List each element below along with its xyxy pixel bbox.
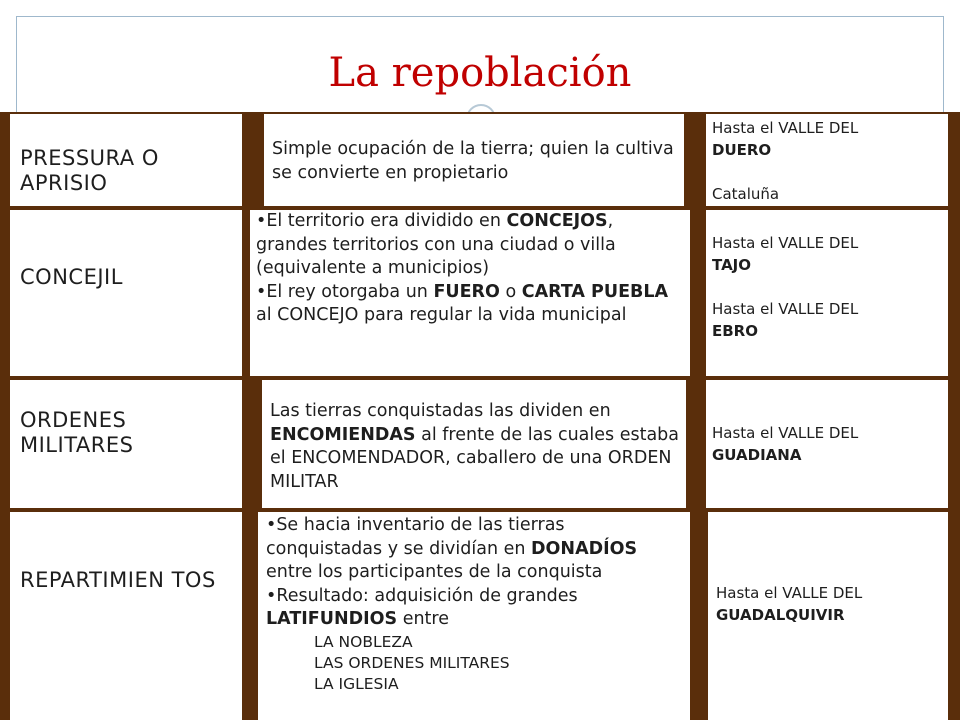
desc-part: •El territorio era dividido en xyxy=(256,211,507,231)
region-prefix: Hasta el VALLE DEL xyxy=(712,424,859,442)
row-concejil-desc xyxy=(250,210,690,376)
desc-part: •Se hacia inventario de las tierras conquistadas y se dividían en xyxy=(266,515,565,559)
list-item: LAS ORDENES MILITARES xyxy=(314,653,510,672)
desc-bold: CONCEJOS xyxy=(506,211,608,231)
region-prefix: Hasta el VALLE DEL xyxy=(712,234,859,252)
region-prefix: Hasta el VALLE DEL xyxy=(712,300,859,318)
row-concejil-region xyxy=(706,210,948,376)
desc-part: entre xyxy=(397,609,449,629)
region-line xyxy=(712,117,944,161)
region-prefix: Hasta el VALLE DEL xyxy=(716,584,863,602)
repoblacion-table xyxy=(0,112,960,720)
desc-part: Las tierras conquistadas las dividen en xyxy=(270,401,611,421)
desc-part: •Resultado: adquisición de grandes xyxy=(266,585,578,606)
desc-bold: LATIFUNDIOS xyxy=(266,609,398,629)
spacer xyxy=(712,161,944,183)
row-ordenes-name xyxy=(10,380,242,508)
region-secondary: Cataluña xyxy=(712,185,780,203)
region-line xyxy=(712,298,944,342)
region-bold: EBRO xyxy=(712,322,758,340)
desc-bullet-1 xyxy=(256,210,686,281)
row-pressura-desc xyxy=(264,114,684,206)
spacer xyxy=(712,276,944,298)
desc-bold: ENCOMIENDAS xyxy=(270,424,416,445)
desc-part: •El rey otorgaba un xyxy=(256,281,434,302)
name-text: PRESSURA O APRISIO xyxy=(20,146,159,195)
desc-bullet-2 xyxy=(266,585,686,632)
desc-part: entre los participantes de la conquista xyxy=(266,562,603,582)
slide-title: La repoblación xyxy=(328,50,632,96)
desc-bold: DONADÍOS xyxy=(531,538,638,559)
desc-part: , grandes territorios con una ciudad o villa (equivalente a municipios) xyxy=(256,211,616,278)
list-item: LA IGLESIA xyxy=(314,674,399,693)
region-prefix: Hasta el VALLE DEL xyxy=(712,119,859,137)
name-text: CONCEJIL xyxy=(20,265,123,289)
desc-bold: FUERO xyxy=(433,281,500,302)
region-bold: GUADIANA xyxy=(712,446,802,464)
desc-bullet-1 xyxy=(266,514,686,585)
desc-bullet-2 xyxy=(256,281,686,328)
row-repartimientos-desc xyxy=(258,512,690,720)
row-concejil-name xyxy=(10,210,242,376)
row-ordenes-region xyxy=(706,380,948,508)
latifundio-list xyxy=(266,632,686,695)
region-line xyxy=(712,422,944,466)
desc-part: al frente de las cuales estaba el ENCOMENDADOR, caballero de una ORDEN MILITAR xyxy=(270,424,680,492)
list-item: LA NOBLEZA xyxy=(314,632,413,651)
region-line xyxy=(716,582,944,626)
desc-bold: CARTA PUEBLA xyxy=(521,281,669,302)
region-bold: TAJO xyxy=(712,256,752,274)
row-ordenes-desc xyxy=(262,380,686,508)
region-line xyxy=(712,232,944,276)
desc-part: al CONCEJO para regular la vida municipal xyxy=(256,305,627,325)
region-bold: DUERO xyxy=(712,141,772,159)
row-pressura-name xyxy=(10,114,242,206)
name-text: ORDENES MILITARES xyxy=(20,408,134,457)
row-repartimientos-name xyxy=(10,512,242,720)
desc-part: o xyxy=(499,281,522,302)
row-repartimientos-region xyxy=(708,512,948,720)
desc-text: Simple ocupación de la tierra; quien la cultiva se convierte en propietario xyxy=(272,139,674,183)
row-pressura-region xyxy=(706,114,948,206)
region-bold: GUADALQUIVIR xyxy=(716,606,845,624)
name-text: REPARTIMIEN TOS xyxy=(20,568,216,592)
